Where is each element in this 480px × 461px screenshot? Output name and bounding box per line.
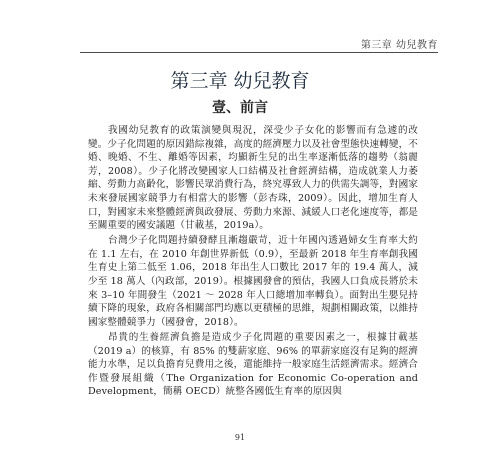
chapter-title: 第三章 幼兒教育 — [170, 70, 310, 92]
paragraph: 台灣少子化問題持續發酵且漸趨嚴苛，近十年國內透過婦女生育率大約在 1.1 左右，在 2010 年創世界新低（0.9），至最新 2018 年生育率創我國生育史上第二低至 1.06，2018 年出生人口數比 2017 年的 19.4 萬人，減少至 18 萬人（內政部，2019）。根據國發會的預估，我國人口負成長將於未來 3–10 年間發生（2021 ～ 2028 年人口總增加率轉負）。面對出生嬰兒持續下降的現象，政府各相關部門均應以更積極的思維，規劃相關政策，以維持國家整體競爭力（國發會，2018）。 — [88, 235, 418, 328]
paragraph: 我國幼兒教育的政策演變與現況，深受少子女化的影響而有急遽的改變。少子化問題的原因錯綜複雜，高度的經濟壓力以及社會型態快速轉變，不婚、晚婚、不生、離婚等因素，均顯新生兒的出生率逐漸低落的趨勢（翁麗芳，2008）。少子化將改變國家人口結構及社會經濟結構，造成就業人力萎縮、勞動力高齡化，影響民眾消費行為，終究導致人力的供需失調等，對國家未來發展國家競爭力有相當大的影響（彭杏珠，2009）。因此，增加生育人口，對國家未來整體經濟與政發展、勞動力來源、減緩人口老化速度等，都是至關重要的國安議題（甘載基，2019a）。 — [88, 125, 418, 232]
running-header: 第三章 幼兒教育 — [360, 40, 438, 51]
body-text — [88, 124, 418, 400]
header-divider — [80, 52, 438, 53]
section-title: 壹、前言 — [212, 100, 268, 116]
page-number: 91 — [234, 433, 246, 442]
paragraph: 昂貴的生養經濟負擔是造成少子化問題的重要因素之一，根據甘載基（2019 a）的核算，有 85% 的雙薪家庭、96% 的單薪家庭沒有足夠的經濟能力水準，足以負擔育兒費用之後，還能維持一般家庭生活經濟需求。經濟合作暨發展組織（The Organization for Economic Co-operation and Development，簡稱 OECD）統整各國低生育率的原因與 — [88, 331, 418, 398]
